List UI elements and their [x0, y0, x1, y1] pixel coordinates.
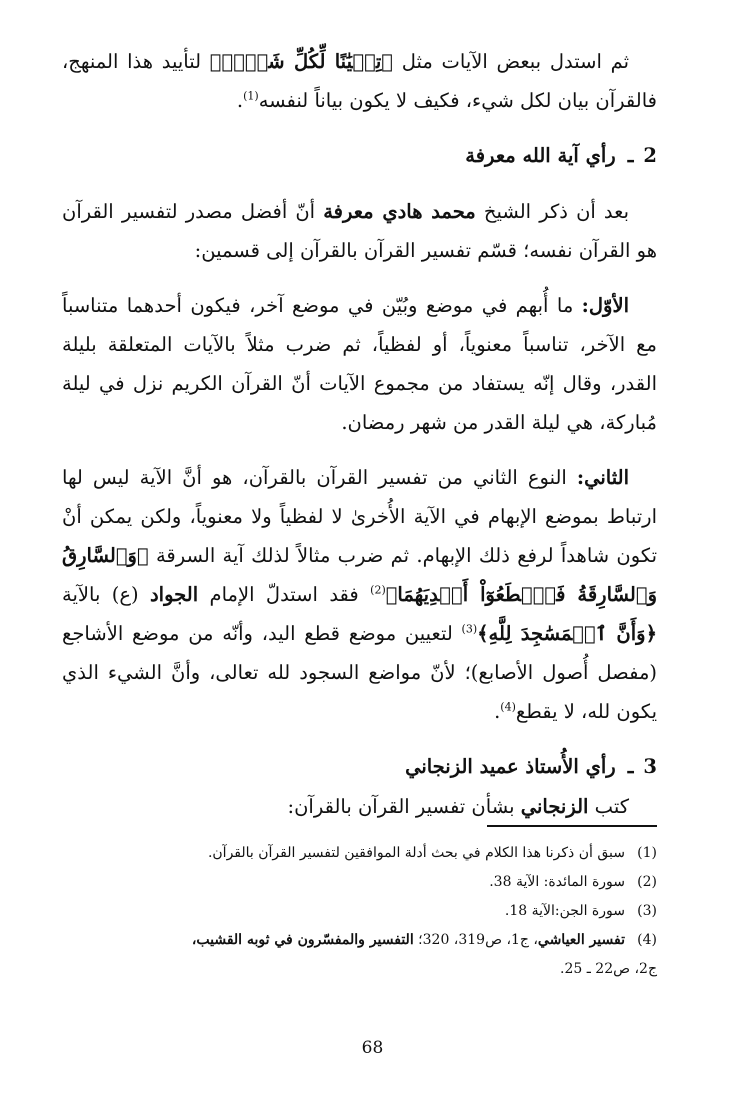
footnote-ref[interactable]: (2)	[370, 583, 386, 597]
text: .	[236, 89, 244, 112]
footnote-number: (2)	[637, 874, 657, 890]
footnote-ref[interactable]: (3)	[461, 622, 478, 636]
heading-number: 3	[643, 755, 657, 778]
text: ثم استدل ببعض الآيات مثل	[392, 50, 629, 73]
bold-name: الجواد	[150, 583, 199, 606]
paragraph-zanjani	[62, 787, 657, 826]
footnote-text-part: ، ج1، ص319، 320؛	[413, 932, 538, 948]
footnote-divider	[487, 825, 657, 827]
bold-name: محمد هادي معرفة	[323, 200, 476, 223]
heading-number: 2	[643, 144, 657, 167]
text: (ع) بالآية	[62, 583, 150, 606]
heading-title: رأي آية الله معرفة	[465, 144, 616, 167]
text: ما أُبهم في موضع وبُيّن في موضع آخر، فيكون أحدهما متناسباً مع الآخر، تناسباً معنوياً، أو لفظياً، ثم ضرب مثلاً بالآيات المتعلقة بليلة القدر، وقال إنّه يستفاد من مجموع الآيات أنّ القرآن الكريم نزل في ليلة مُباركة، هي ليلة القدر من شهر رمضان.	[62, 294, 657, 434]
text: بشأن تفسير القرآن بالقرآن:	[287, 795, 521, 818]
section-heading-2	[62, 136, 657, 176]
text: .	[494, 700, 501, 723]
footnote-item	[62, 839, 657, 868]
text: أنّ أفضل مصدر لتفسير القرآن هو القرآن نفسه؛ قسّم تفسير القرآن بالقرآن إلى قسمين:	[62, 200, 657, 262]
paragraph-intro	[62, 42, 657, 120]
footnote-ref[interactable]: (1)	[243, 89, 259, 103]
footnote-item	[62, 926, 657, 955]
footnote-ref[interactable]: (4)	[500, 700, 516, 714]
footnote-item	[62, 897, 657, 926]
bold-name: الزنجاني	[520, 795, 589, 818]
footnote-text: سورة المائدة: الآية 38.	[489, 874, 625, 890]
text: بعد أن ذكر الشيخ	[475, 200, 629, 223]
paragraph-first-type	[62, 286, 657, 442]
footnote-item	[62, 868, 657, 897]
footnote-number: (4)	[637, 932, 657, 948]
footnote-text: ج2، ص22 ـ 25.	[560, 961, 657, 977]
quran-verse: ﴿تِبۡيَٰنًا لِّكُلِّ شَيۡءٖ﴾	[209, 50, 393, 73]
footnote-number: (1)	[637, 845, 657, 861]
paragraph-second-type	[62, 458, 657, 731]
heading-dash: ـ	[627, 755, 634, 778]
text: لتعيين موضع قطع اليد، وأنّه من موضع الأشاجع (مفصل أُصول الأصابع)؛ لأنّ مواضع السجود لله تعالى، وأنَّ الشيء الذي يكون لله، لا يقطع	[62, 622, 657, 723]
quran-verse: ﴿وَٱلسَّارِقُ وَٱلسَّارِقَةُ فَٱقۡطَعُوٓاْ أَيۡدِيَهُمَا﴾	[62, 544, 657, 606]
footnote-number: (3)	[637, 903, 657, 919]
bold-label: الأوّل:	[581, 294, 629, 317]
section-heading-3	[62, 747, 657, 787]
heading-dash: ـ	[627, 144, 634, 167]
paragraph-marefat	[62, 192, 657, 270]
text: كتب	[588, 795, 629, 818]
footnote-bold: تفسير العياشي	[537, 932, 625, 948]
heading-title: رأي الأُستاذ عميد الزنجاني	[405, 755, 616, 778]
text: لتأييد هذا المنهج، فالقرآن بيان لكل شيء، فكيف لا يكون بياناً لنفسه	[62, 50, 657, 112]
main-text	[62, 42, 657, 826]
bold-label: الثاني:	[576, 466, 629, 489]
footnotes	[62, 825, 657, 984]
footnote-text: سبق أن ذكرنا هذا الكلام في بحث أدلة الموافقين لتفسير القرآن بالقرآن.	[207, 845, 625, 861]
footnote-continuation	[62, 955, 657, 984]
footnote-bold: التفسير والمفسّرون في ثوبه القشيب،	[191, 932, 414, 948]
footnote-text	[62, 926, 625, 955]
text: النوع الثاني من تفسير القرآن بالقرآن، هو أنَّ الآية ليس لها ارتباط بموضع الإبهام في الآية الأُخرىٰ لا لفظياً ولا معنوياً، ولكن يمكن أنْ تكون شاهداً لرفع ذلك الإبهام. ثم ضرب مثالاً لذلك آية السرقة	[62, 466, 657, 567]
page-number: 68	[361, 1038, 384, 1058]
quran-verse: ﴿وَأَنَّ ٱلۡمَسَٰجِدَ لِلَّهِ﴾	[477, 622, 657, 645]
footnote-text: سورة الجن:الآية 18.	[504, 903, 625, 919]
text: فقد استدلّ الإمام	[198, 583, 371, 606]
